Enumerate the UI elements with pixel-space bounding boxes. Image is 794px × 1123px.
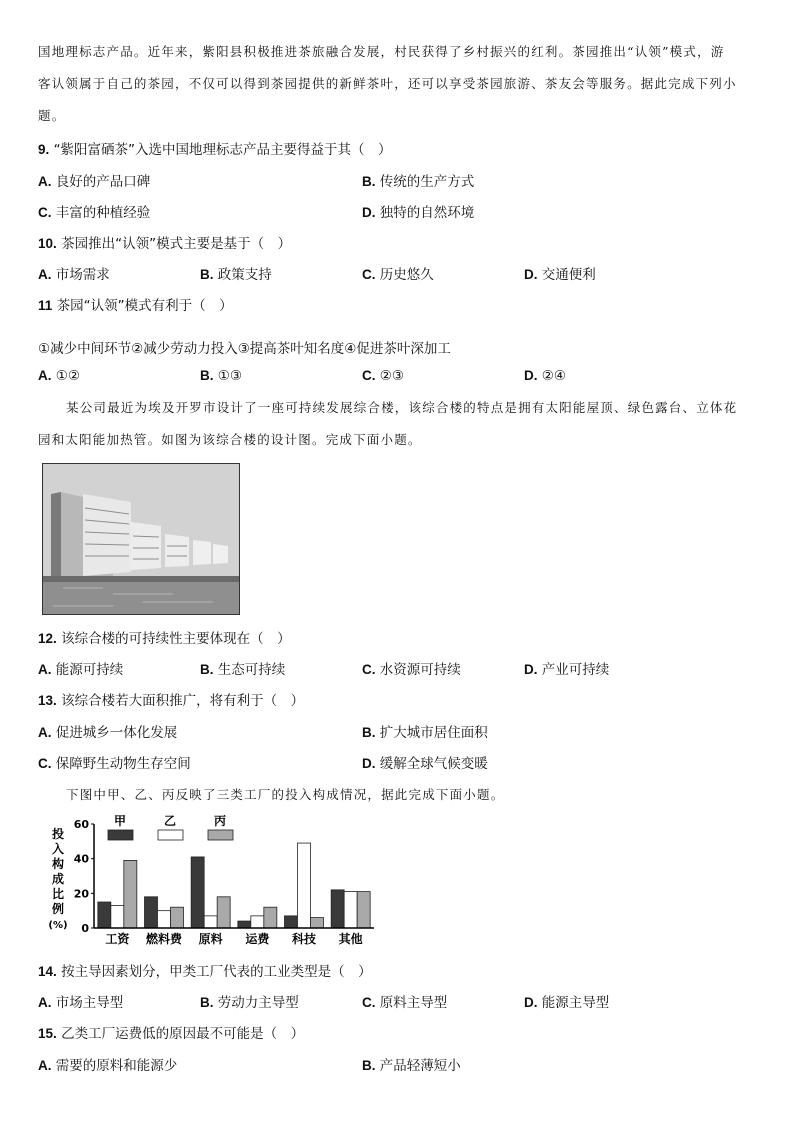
option-text: 良好的产品口碑	[55, 174, 151, 190]
question-text: “紫阳富硒茶”入选中国地理标志产品主要得益于其（ ）	[53, 142, 392, 158]
bar-乙-原料	[204, 916, 217, 928]
legend-label: 甲	[113, 814, 127, 828]
option-letter: C.	[362, 995, 376, 1010]
bar-乙-其他	[344, 892, 357, 928]
option-text: 能源主导型	[541, 995, 610, 1011]
question-text: 该综合楼若大面积推广，将有利于（ ）	[61, 693, 305, 709]
q15-option-a[interactable]	[38, 1054, 177, 1074]
option-letter: B.	[362, 725, 376, 740]
q9-option-a[interactable]	[38, 170, 150, 190]
question-text: 乙类工厂运费低的原因最不可能是（ ）	[61, 1026, 305, 1042]
question-9	[38, 138, 392, 158]
option-letter: B.	[200, 662, 214, 677]
option-text: 促进城乡一体化发展	[55, 725, 178, 741]
option-text: 独特的自然环境	[379, 205, 475, 221]
option-letter: B.	[200, 267, 214, 282]
question-text: 茶园“认领”模式有利于（ ）	[56, 298, 233, 314]
option-text: ②③	[379, 368, 405, 384]
option-text: 丰富的种植经验	[55, 205, 151, 221]
q13-option-c[interactable]	[38, 752, 191, 772]
question-number: 14.	[38, 964, 57, 979]
intro-line-3: 题。	[38, 108, 66, 123]
option-text: ①③	[217, 368, 243, 384]
option-letter: D.	[524, 368, 538, 383]
passage-line-2: 园和太阳能加热管。如图为该综合楼的设计图。完成下面小题。	[38, 432, 422, 447]
q10-option-d[interactable]	[524, 263, 596, 283]
factory-input-chart	[38, 810, 378, 952]
option-text: 扩大城市居住面积	[379, 725, 488, 741]
question-text: 按主导因素划分，甲类工厂代表的工业类型是（ ）	[61, 964, 372, 980]
option-text: 传统的生产方式	[379, 174, 475, 190]
q14-option-d[interactable]	[524, 991, 609, 1011]
bar-乙-科技	[298, 843, 311, 928]
q11-option-d[interactable]	[524, 368, 566, 384]
option-text: 需要的原料和能源少	[55, 1058, 178, 1074]
option-letter: B.	[362, 1058, 376, 1073]
passage-factories: 下图中甲、乙、丙反映了三类工厂的投入构成情况，据此完成下面小题。	[66, 787, 505, 802]
question-number: 12.	[38, 631, 57, 646]
option-letter: D.	[362, 205, 376, 220]
legend-label: 乙	[163, 814, 177, 828]
question-10	[38, 232, 291, 252]
q12-option-a[interactable]	[38, 658, 123, 678]
option-letter: B.	[362, 174, 376, 189]
option-letter: A.	[38, 995, 52, 1010]
legend-swatch	[108, 830, 133, 840]
q13-option-b[interactable]	[362, 721, 488, 741]
q10-option-a[interactable]	[38, 263, 110, 283]
option-text: 历史悠久	[379, 267, 434, 283]
y-label-char: 例	[51, 902, 65, 916]
option-letter: D.	[524, 267, 538, 282]
y-label-char: 成	[51, 872, 65, 886]
intro-paragraph	[38, 36, 754, 132]
bar-丙-燃料费	[171, 907, 184, 928]
question-13	[38, 689, 304, 709]
intro-line-2: 客认领属于自己的茶园，不仅可以得到茶园提供的新鲜茶叶，还可以享受茶园旅游、茶友会等服务。据此完成下列小	[38, 76, 737, 91]
option-text: ①②	[55, 368, 81, 384]
y-tick-label: 40	[73, 852, 89, 866]
bar-甲-其他	[331, 890, 344, 928]
q13-option-d[interactable]	[362, 752, 488, 772]
question-number: 13.	[38, 693, 57, 708]
question-number: 9.	[38, 142, 50, 157]
q11-option-b[interactable]	[200, 368, 242, 384]
option-text: 市场需求	[55, 267, 110, 283]
x-tick-label: 原料	[198, 932, 223, 946]
option-letter: C.	[362, 267, 376, 282]
option-letter: A.	[38, 1058, 52, 1073]
x-tick-label: 燃料费	[145, 932, 183, 946]
q11-option-c[interactable]	[362, 368, 404, 384]
bar-丙-运费	[264, 907, 277, 928]
bar-甲-原料	[191, 857, 204, 928]
option-text: 原料主导型	[379, 995, 448, 1011]
question-text: 茶园推出“认领”模式主要是基于（ ）	[61, 236, 292, 252]
option-letter: A.	[38, 267, 52, 282]
legend-label: 丙	[213, 814, 227, 828]
bar-丙-工资	[124, 860, 137, 928]
q14-option-a[interactable]	[38, 991, 123, 1011]
bar-乙-工资	[111, 905, 124, 928]
q11-statements: ①减少中间环节②减少劳动力投入③提高茶叶知名度④促进茶叶深加工	[38, 341, 451, 357]
q10-option-c[interactable]	[362, 263, 434, 283]
option-text: 政策支持	[217, 267, 272, 283]
q12-option-c[interactable]	[362, 658, 461, 678]
option-text: 产品轻薄短小	[379, 1058, 461, 1074]
intro-line-1: 国地理标志产品。近年来，紫阳县积极推进茶旅融合发展，村民获得了乡村振兴的红利。茶园推出“认领”模式，游	[38, 44, 725, 59]
option-text: 劳动力主导型	[217, 995, 299, 1011]
question-number: 11	[38, 298, 53, 313]
option-letter: A.	[38, 174, 52, 189]
x-tick-label: 工资	[105, 932, 130, 946]
y-label-char: 比	[51, 887, 65, 901]
q12-option-d[interactable]	[524, 658, 609, 678]
option-letter: A.	[38, 662, 52, 677]
q11-option-a[interactable]	[38, 368, 80, 384]
bar-甲-科技	[285, 916, 298, 928]
option-letter: C.	[38, 756, 52, 771]
q14-option-b[interactable]	[200, 991, 299, 1011]
legend	[108, 813, 233, 840]
x-tick-label: 其他	[338, 932, 363, 946]
option-letter: D.	[524, 995, 538, 1010]
option-letter: B.	[200, 368, 214, 383]
building-illustration	[43, 464, 239, 614]
q14-option-c[interactable]	[362, 991, 447, 1011]
x-tick-label: 运费	[245, 932, 270, 946]
bars	[98, 843, 370, 928]
option-letter: D.	[362, 756, 376, 771]
option-text: ②④	[541, 368, 567, 384]
question-15	[38, 1022, 304, 1042]
option-text: 水资源可持续	[379, 662, 461, 678]
option-letter: A.	[38, 368, 52, 383]
x-axis-labels	[105, 931, 362, 946]
option-letter: D.	[524, 662, 538, 677]
q13-option-a[interactable]	[38, 721, 177, 741]
q15-option-b[interactable]	[362, 1054, 461, 1074]
question-text: 该综合楼的可持续性主要体现在（ ）	[61, 631, 291, 647]
option-letter: C.	[38, 205, 52, 220]
y-label-char: 构	[51, 857, 65, 871]
option-letter: B.	[200, 995, 214, 1010]
question-number: 15.	[38, 1026, 57, 1041]
building-design-image	[42, 463, 240, 615]
option-letter: C.	[362, 368, 376, 383]
option-letter: C.	[362, 662, 376, 677]
y-tick-label: 0	[81, 922, 89, 935]
y-axis-label	[48, 826, 67, 931]
y-label-char: 入	[51, 842, 65, 856]
bar-乙-燃料费	[158, 911, 171, 928]
passage-building	[38, 392, 754, 456]
y-tick-label: 20	[73, 887, 89, 901]
option-text: 产业可持续	[541, 662, 610, 678]
y-tick-label: 60	[73, 818, 89, 831]
question-number: 10.	[38, 236, 57, 251]
bar-甲-运费	[238, 921, 251, 928]
option-text: 保障野生动物生存空间	[55, 756, 191, 772]
y-axis-ticks	[74, 818, 94, 935]
bar-乙-运费	[251, 916, 264, 928]
option-letter: A.	[38, 725, 52, 740]
question-14	[38, 960, 372, 980]
question-12	[38, 627, 291, 647]
legend-swatch	[208, 830, 233, 840]
option-text: 缓解全球气候变暖	[379, 756, 488, 772]
y-label-char: 投	[51, 827, 65, 841]
q9-option-d[interactable]	[362, 201, 474, 221]
bar-丙-其他	[357, 892, 370, 928]
x-tick-label: 科技	[291, 932, 317, 946]
option-text: 市场主导型	[55, 995, 124, 1011]
bar-丙-原料	[217, 897, 230, 928]
passage-line-1: 某公司最近为埃及开罗市设计了一座可持续发展综合楼，该综合楼的特点是拥有太阳能屋顶、绿色露台、立体花	[66, 400, 738, 415]
option-text: 能源可持续	[55, 662, 124, 678]
question-11	[38, 294, 233, 314]
option-text: 交通便利	[541, 267, 596, 283]
q9-option-c[interactable]	[38, 201, 150, 221]
y-label-char: (%)	[48, 920, 68, 931]
bar-甲-工资	[98, 902, 111, 928]
q12-option-b[interactable]	[200, 658, 285, 678]
q9-option-b[interactable]	[362, 170, 474, 190]
q10-option-b[interactable]	[200, 263, 272, 283]
legend-swatch	[158, 830, 183, 840]
bar-甲-燃料费	[145, 897, 158, 928]
option-text: 生态可持续	[217, 662, 286, 678]
bar-丙-科技	[311, 918, 324, 928]
